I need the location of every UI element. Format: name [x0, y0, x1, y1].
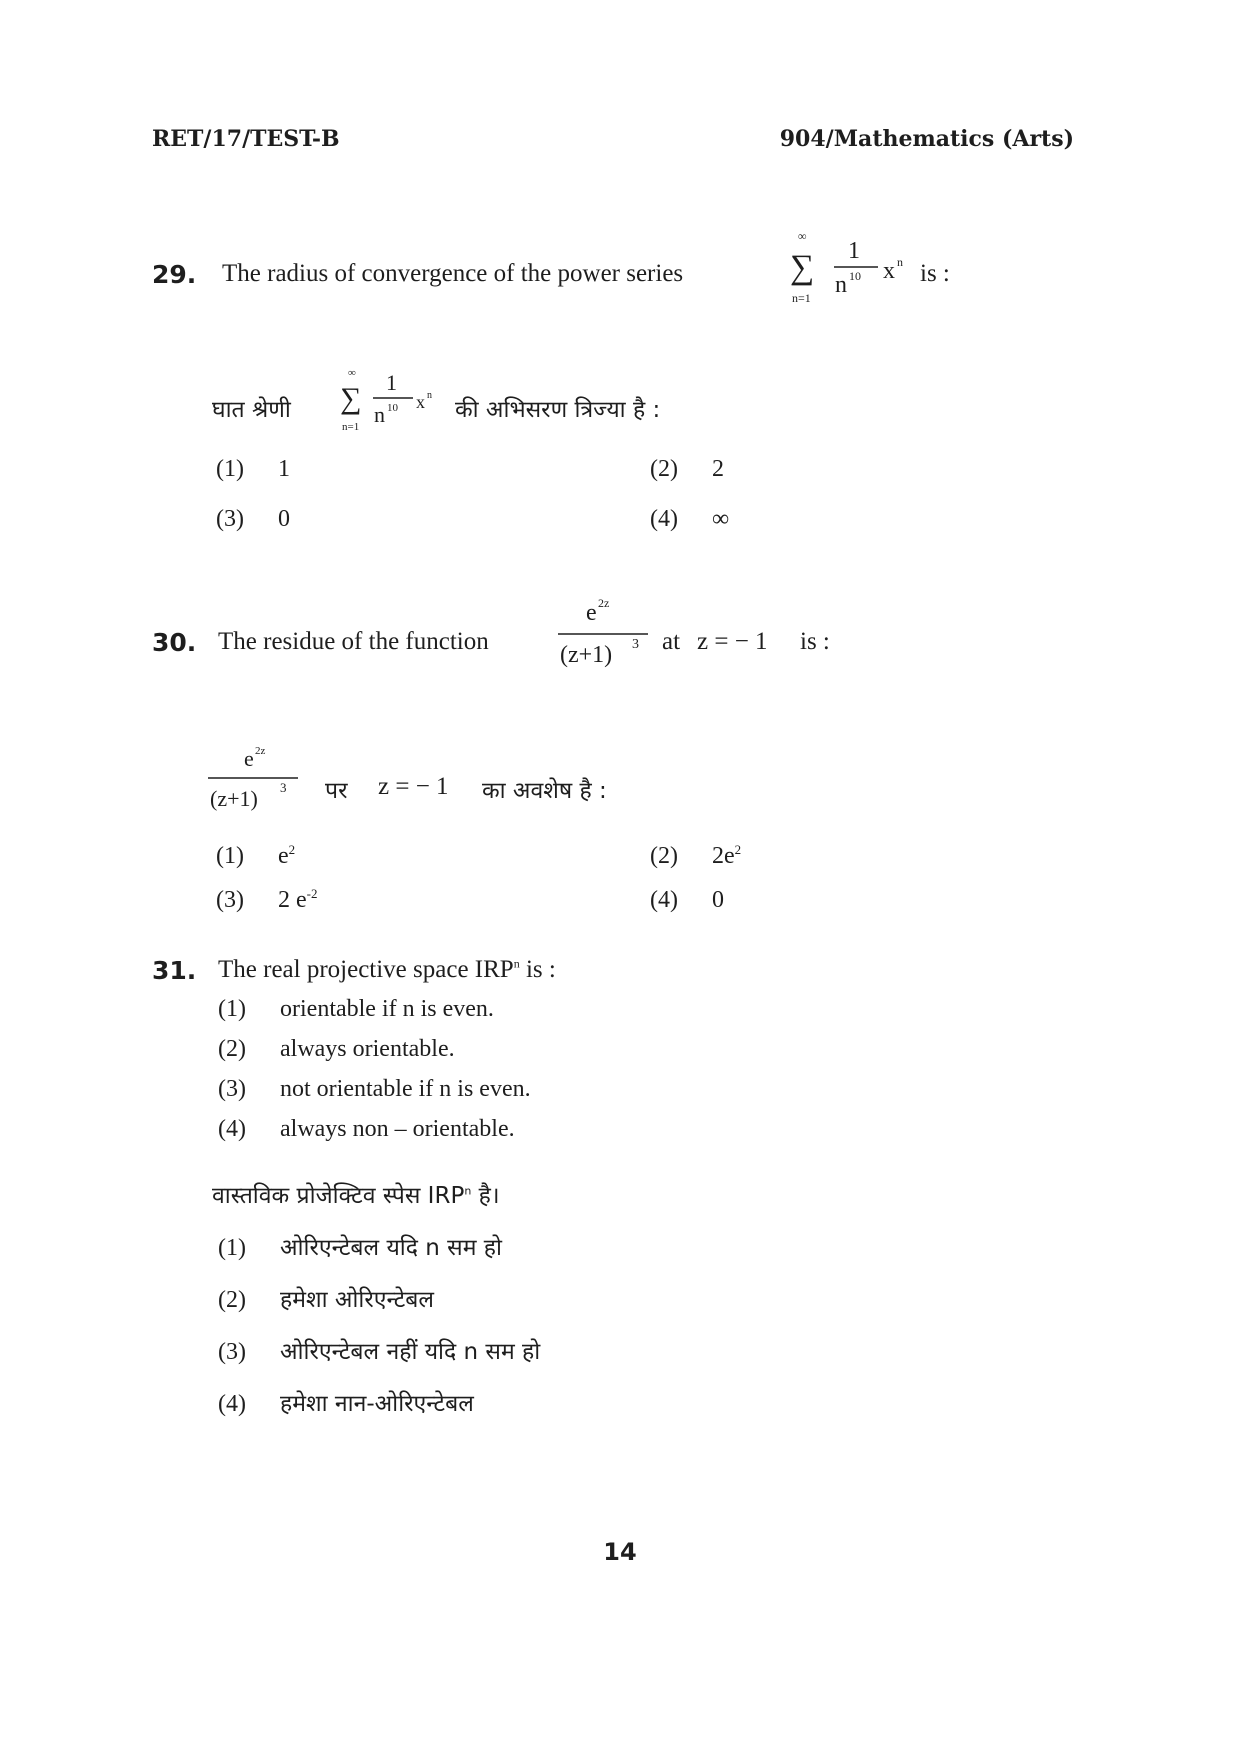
q29-hindi-fraction-den: n: [374, 402, 385, 427]
q30-fraction-num-exp: 2z: [598, 596, 610, 610]
q29-hindi-sigma-lower: n=1: [342, 421, 360, 433]
q30-hindi-fraction-num-exp: 2z: [255, 745, 266, 757]
q29-option-3: (3) 0: [216, 506, 290, 532]
page-number: 14: [603, 1538, 637, 1566]
q29-option-4: (4) ∞: [650, 506, 730, 532]
q29-text-end: is :: [920, 260, 950, 287]
q30-fraction-den: (z+1): [560, 642, 613, 668]
q29-var: x: [883, 258, 895, 284]
q31-hindi-option-1: (1) ओरिएन्टेबल यदि n सम हो: [218, 1235, 502, 1261]
q29-hindi-fraction-den-exp: 10: [387, 402, 398, 414]
q31-hindi-text: वास्तविक प्रोजेक्टिव स्पेस IRP$^n$ है।: [212, 1183, 500, 1209]
q30-text-end: is :: [800, 628, 830, 655]
q29-fraction-den: n: [835, 272, 847, 298]
q29-hindi-sigma-upper: ∞: [348, 367, 356, 379]
q30-hindi-fraction-den: (z+1): [210, 786, 258, 811]
q29-hindi-text: घात श्रेणी: [212, 397, 291, 423]
q30-hindi-text-on: पर: [325, 778, 348, 804]
q30-hindi-text-end: का अवशेष है :: [482, 778, 607, 804]
header-paper-code: RET/17/TEST-B: [152, 126, 340, 152]
q30-option-1: (1) $e^2$: [216, 842, 296, 869]
q29-fraction-num: 1: [848, 238, 860, 264]
q30-text: The residue of the function: [218, 628, 489, 655]
q31-option-4: (4) always non – orientable.: [218, 1116, 515, 1142]
q31-hindi-option-3: (3) ओरिएन्टेबल नहीं यदि n सम हो: [218, 1339, 541, 1365]
q29-hindi-fraction-num: 1: [386, 370, 397, 395]
q31-number: 31.: [152, 956, 197, 985]
q30-option-2: (2) $2e^2$: [650, 842, 742, 869]
q29-hindi-sigma: ∑: [340, 382, 362, 415]
q31-option-3: (3) not orientable if n is even.: [218, 1076, 531, 1102]
q31-option-1: (1) orientable if n is even.: [218, 996, 494, 1022]
q31-hindi-option-2: (2) हमेशा ओरिएन्टेबल: [218, 1287, 435, 1313]
q30-fraction-num: e: [586, 600, 597, 626]
q29-option-1: (1) 1: [216, 456, 290, 482]
q29-hindi-text-end: की अभिसरण त्रिज्या है :: [455, 397, 661, 423]
q29-hindi-var: x: [416, 392, 425, 412]
q29-hindi-var-exp: n: [427, 390, 432, 401]
q30-option-4: (4) 0: [650, 887, 724, 913]
q29-hindi-series-formula: [340, 366, 450, 446]
q30-condition: z = − 1: [697, 628, 768, 655]
q29-sigma-upper: ∞: [798, 229, 807, 243]
q30-option-3: (3) 2 $e^{-2}$: [216, 886, 318, 913]
q29-sigma: ∑: [790, 249, 815, 286]
q29-text: The radius of convergence of the power series: [222, 260, 684, 287]
q29-number: 29.: [152, 260, 197, 289]
q30-hindi-fraction-den-exp: 3: [280, 780, 287, 795]
q29-sigma-lower: n=1: [792, 291, 811, 305]
q31-option-2: (2) always orientable.: [218, 1036, 455, 1062]
q31-hindi-option-4: (4) हमेशा नान-ओरिएन्टेबल: [218, 1391, 474, 1417]
q30-fraction-den-exp: 3: [632, 637, 639, 652]
q30-text-at: at: [662, 628, 681, 655]
q30-hindi-function-formula: [206, 740, 306, 826]
q29-fraction-den-exp: 10: [849, 269, 861, 283]
q30-hindi-fraction-num: e: [244, 746, 254, 771]
q31-text: The real projective space IRP$^n$ is :: [218, 956, 556, 983]
header-subject: 904/Mathematics (Arts): [779, 126, 1074, 152]
q29-option-2: (2) 2: [650, 456, 724, 482]
q30-number: 30.: [152, 628, 197, 657]
q29-var-exp: n: [897, 255, 903, 269]
q30-function-formula: [556, 590, 656, 680]
q30-hindi-condition: z = − 1: [378, 773, 449, 800]
